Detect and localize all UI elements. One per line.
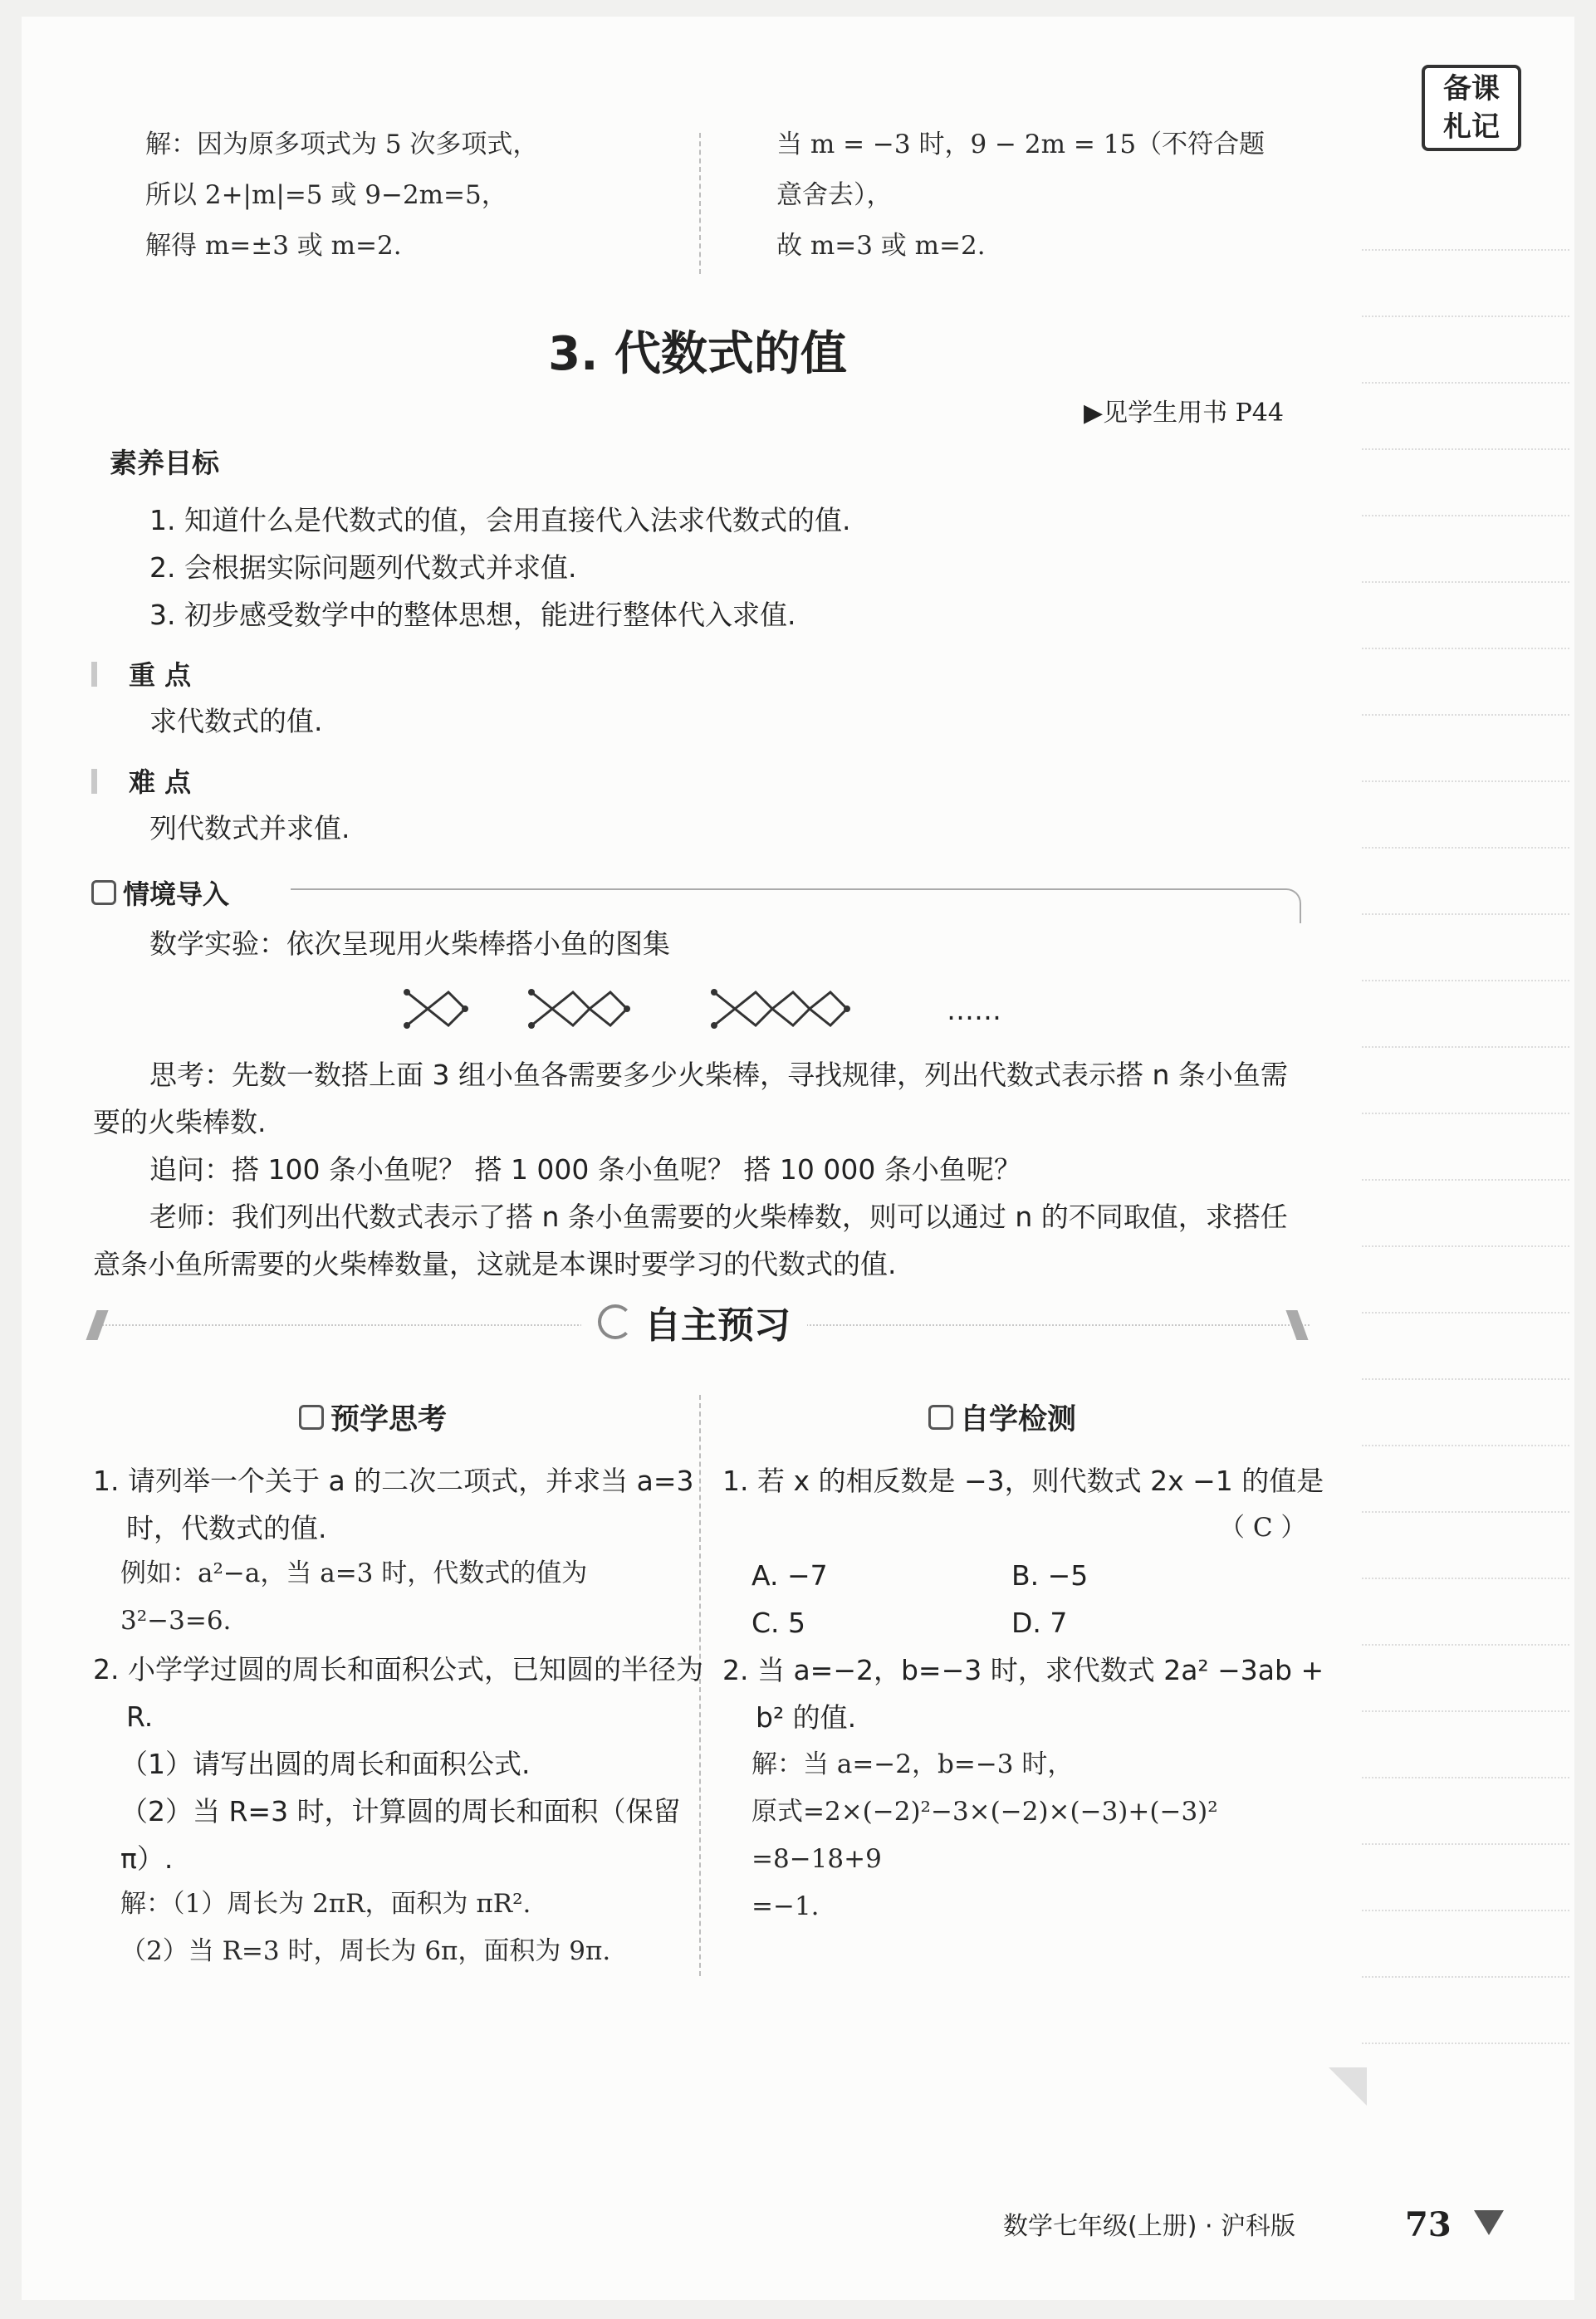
check-q2: 2. 当 a=−2，b=−3 时，求代数式 2a² −3ab + b² 的值. [722, 1654, 1324, 1734]
top-solution-left [145, 120, 693, 272]
check-sol1: 解：当 a=−2，b=−3 时， [751, 1749, 1074, 1779]
solution-line: 故 m=3 或 m=2. [776, 231, 986, 261]
check-sol2: 原式=2×(−2)²−3×(−2)×(−3)+(−3)² [751, 1797, 1218, 1827]
pre-q2-2: （2）当 R=3 时，计算圆的周长和面积（保留 π）. [120, 1795, 681, 1875]
scenario-experiment: 数学实验：依次呈现用火柴棒搭小鱼的图集 [149, 927, 670, 960]
solution-line: 解得 m=±3 或 m=2. [145, 231, 402, 261]
key-point-text: 求代数式的值. [149, 705, 323, 737]
goals-list [149, 497, 1329, 638]
pre-study-header [299, 1397, 447, 1438]
solution-line: 意舍去）， [776, 180, 893, 210]
pre-q1: 1. 请列举一个关于 a 的二次二项式，并求当 a=3 时，代数式的值. [93, 1465, 694, 1544]
check-q1-answer: （ C ） [1219, 1513, 1307, 1543]
solution-line: 解：因为原多项式为 5 次多项式， [145, 130, 539, 159]
option-a: A. −7 [751, 1559, 828, 1592]
self-check-heading: 自学检测 [960, 1403, 1077, 1436]
notes-badge [1422, 65, 1521, 151]
check-sol3: =8−18+9 [751, 1844, 882, 1874]
banner-swirl-icon [598, 1304, 633, 1339]
pre-q2-answer1: 解：（1）周长为 2πR，面积为 πR². [120, 1889, 531, 1919]
option-d: D. 7 [1011, 1607, 1068, 1639]
check-sol4: =−1. [751, 1891, 820, 1921]
solution-line: 当 m = −3 时，9 − 2m = 15（不符合题 [776, 130, 1266, 159]
scenario-icon [91, 880, 116, 905]
key-point-heading: 重 点 [129, 659, 192, 691]
column-divider [699, 133, 701, 274]
pre-study-heading: 预学思考 [330, 1403, 448, 1436]
fish-group-2 [531, 992, 627, 1025]
goal-item: 1. 知道什么是代数式的值，会用直接代入法求代数式的值. [149, 504, 851, 536]
figures-ellipsis: …… [947, 994, 1001, 1026]
fish-group-1 [407, 992, 465, 1025]
badge-line1: 备课 [1443, 72, 1500, 105]
footer-book: 数学七年级(上册) · 沪科版 [1003, 2212, 1296, 2241]
goal-item: 3. 初步感受数学中的整体思想，能进行整体代入求值. [149, 599, 796, 631]
pre-q2: 2. 小学学过圆的周长和面积公式，已知圆的半径为 R. [93, 1653, 703, 1733]
difficult-point-heading: 难 点 [129, 766, 192, 798]
goals-heading: 素养目标 [110, 447, 219, 479]
banner-title: 自主预习 [644, 1304, 791, 1347]
pre-q1-answer: 例如：a²−a，当 a=3 时，代数式的值为 3²−3=6. [120, 1558, 588, 1636]
reference-text: 见学生用书 P44 [1103, 399, 1284, 428]
footer-mark-icon [1474, 2210, 1504, 2235]
play-icon: ▶ [1084, 399, 1104, 428]
top-solution-right [776, 120, 1324, 272]
corner-fold [1329, 2067, 1367, 2106]
section-title: 3. 代数式的值 [548, 327, 847, 381]
self-check-header [928, 1397, 1076, 1438]
scenario-header [91, 873, 229, 912]
check-q1: 1. 若 x 的相反数是 −3，则代数式 2x −1 的值是 [722, 1465, 1324, 1497]
option-c: C. 5 [751, 1607, 806, 1639]
self-check-icon [928, 1405, 953, 1430]
scenario-rule [291, 888, 1301, 923]
matchstick-fish-figures [399, 976, 938, 1042]
scenario-heading: 情境导入 [123, 878, 230, 910]
pre-q2-answer2: （2）当 R=3 时，周长为 6π，面积为 9π. [120, 1936, 611, 1966]
goal-item: 2. 会根据实际问题列代数式并求值. [149, 551, 577, 584]
self-study-banner [581, 1295, 807, 1348]
pre-q2-1: （1）请写出圆的周长和面积公式. [120, 1748, 531, 1780]
pre-study-icon [299, 1405, 324, 1430]
key-point-bar [91, 662, 97, 687]
option-b: B. −5 [1011, 1559, 1089, 1592]
solution-line: 所以 2+|m|=5 或 9−2m=5， [145, 180, 507, 210]
page-number: 73 [1405, 2205, 1452, 2244]
badge-line2: 札记 [1443, 110, 1500, 144]
scenario-ask: 追问：搭 100 条小鱼呢？ 搭 1 000 条小鱼呢？ 搭 10 000 条小鱼呢？ [149, 1153, 1021, 1186]
difficult-point-text: 列代数式并求值. [149, 812, 350, 844]
fish-group-3 [714, 992, 847, 1025]
scenario-teacher: 老师：我们列出代数式表示了搭 n 条小鱼需要的火柴棒数，则可以通过 n 的不同取值，求搭任意条小鱼所需要的火柴棒数量，这就是本课时要学习的代数式的值. [93, 1201, 1288, 1280]
difficult-point-bar [91, 769, 97, 794]
reference [1084, 395, 1284, 432]
scenario-think: 思考：先数一数搭上面 3 组小鱼各需要多少火柴棒，寻找规律，列出代数式表示搭 n 条小鱼需要的火柴棒数. [93, 1059, 1288, 1138]
